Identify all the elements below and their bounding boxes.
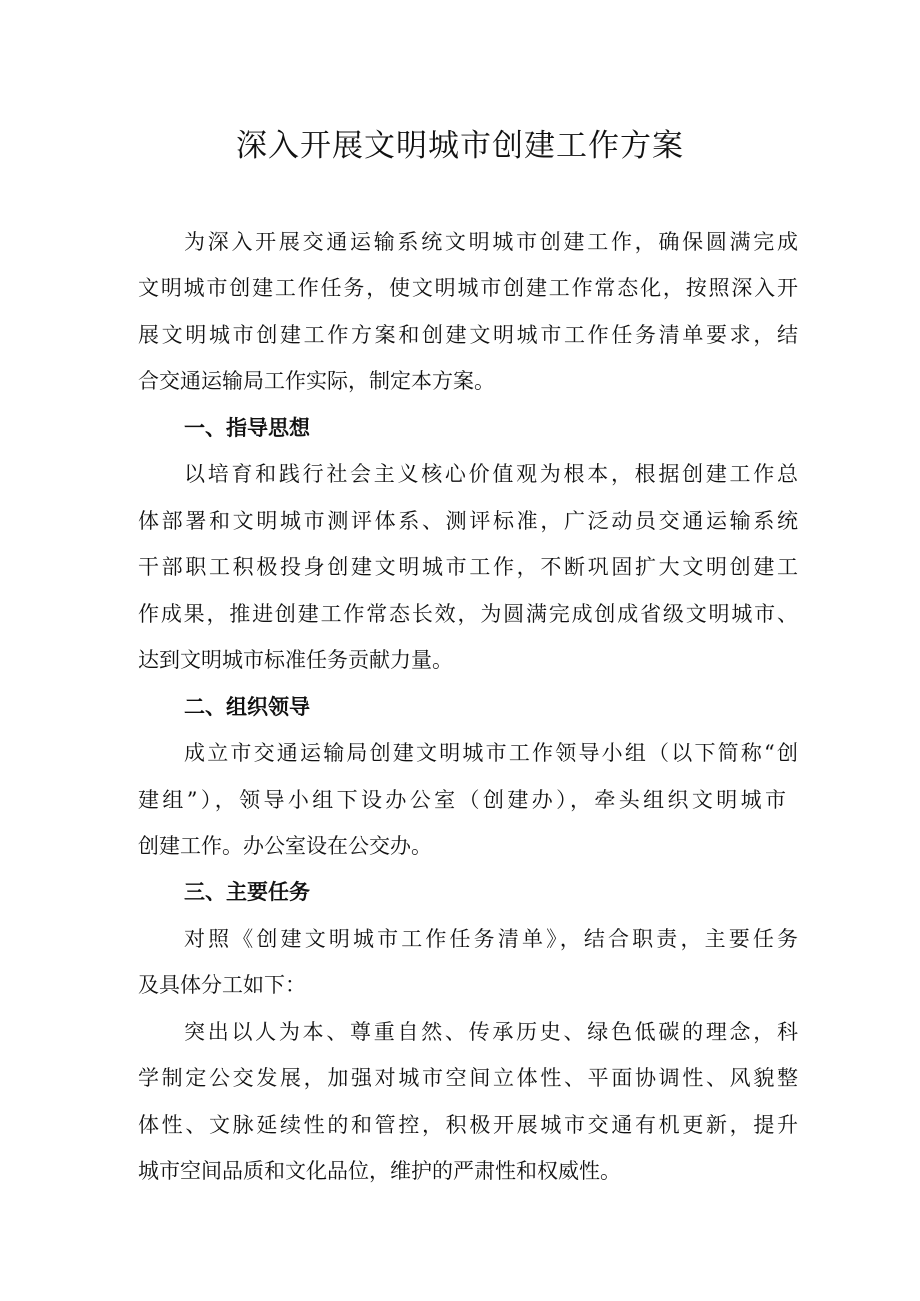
section3-para2-line-1: 突出以人为本、尊重自然、传承历史、绿色低碳的理念，科 bbox=[184, 1020, 798, 1044]
section3-para2-line-2: 学制定公交发展，加强对城市空间立体性、平面协调性、风貌整 bbox=[138, 1066, 798, 1090]
intro-line-2: 文明城市创建工作任务，使文明城市创建工作常态化，按照深入开 bbox=[138, 276, 798, 300]
section3-para2-line-4: 城市空间品质和文化品位，维护的严肃性和权威性。 bbox=[138, 1159, 621, 1183]
section3-para2-line-3: 体性、文脉延续性的和管控，积极开展城市交通有机更新，提升 bbox=[138, 1113, 798, 1137]
section2-line-2: 建组”），领导小组下设办公室（创建办），牵头组织文明城市 bbox=[138, 788, 786, 812]
intro-line-1: 为深入开展交通运输系统文明城市创建工作，确保圆满完成 bbox=[184, 230, 798, 254]
section2-line-1: 成立市交通运输局创建文明城市工作领导小组（以下简称“创 bbox=[184, 741, 798, 765]
section-heading-guiding-ideology: 一、指导思想 bbox=[184, 416, 310, 440]
section3-para1-line-2: 及具体分工如下： bbox=[138, 973, 306, 997]
section1-line-3: 干部职工积极投身创建文明城市工作，不断巩固扩大文明创建工 bbox=[138, 555, 798, 579]
section1-line-1: 以培育和践行社会主义核心价值观为根本，根据创建工作总 bbox=[184, 462, 798, 486]
document-title: 深入开展文明城市创建工作方案 bbox=[236, 128, 684, 164]
intro-line-3: 展文明城市创建工作方案和创建文明城市工作任务清单要求，结 bbox=[138, 323, 798, 347]
section1-line-4: 作成果，推进创建工作常态长效，为圆满完成创成省级文明城市、 bbox=[138, 602, 798, 626]
section3-para1-line-1: 对照《创建文明城市工作任务清单》，结合职责，主要任务 bbox=[184, 927, 798, 951]
section1-line-5: 达到文明城市标准任务贡献力量。 bbox=[138, 648, 453, 672]
section2-line-3: 创建工作。办公室设在公交办。 bbox=[138, 834, 432, 858]
section-heading-organization: 二、组织领导 bbox=[184, 695, 310, 719]
section-heading-main-tasks: 三、主要任务 bbox=[184, 880, 310, 904]
intro-line-4: 合交通运输局工作实际，制定本方案。 bbox=[138, 369, 495, 393]
section1-line-2: 体部署和文明城市测评体系、测评标准，广泛动员交通运输系统 bbox=[138, 509, 798, 533]
